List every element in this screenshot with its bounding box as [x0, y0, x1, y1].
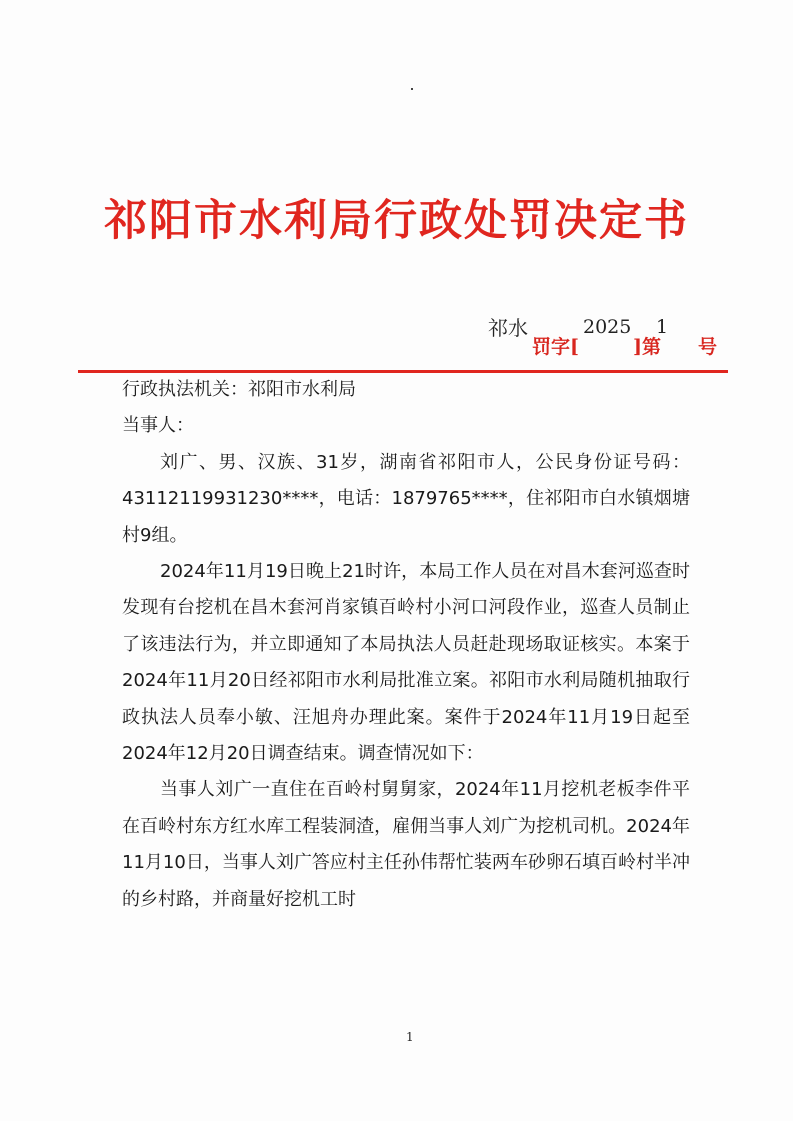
case-summary-paragraph: 2024年11月19日晚上21时许，本局工作人员在对昌木套河巡查时发现有台挖机在昌木套河肖家镇百岭村小河口河段作业，巡查人员制止了该违法行为，并立即通知了本局执法人员赶赴现场取证核实。本案于2024年11月20日经祁阳市水利局批准立案。祁阳市水利局随机抽取行政执法人员奉小敏、汪旭舟办理此案。案件于2024年11月19日起至2024年12月20日调查结束。调查情况如下： — [122, 561, 690, 765]
agency-line: 行政执法机关：祁阳市水利局 — [122, 379, 356, 400]
document-title: 祁阳市水利局行政处罚决定书 — [104, 196, 689, 246]
doc-number-value: 1 — [656, 316, 669, 338]
party-label: 当事人： — [122, 415, 194, 437]
doc-number-di: ]第 — [633, 336, 661, 358]
doc-number-prefix: 祁水 — [488, 316, 528, 340]
scan-speck — [411, 88, 413, 90]
doc-number-hao: 号 — [698, 336, 718, 358]
document-body — [122, 372, 690, 918]
document-number — [470, 312, 730, 360]
party-info-paragraph: 刘广、男、汉族、31岁，湖南省祁阳市人，公民身份证号码：43112119931230****，电话：1879765****，住祁阳市白水镇烟塘村9组。 — [122, 451, 690, 546]
doc-number-zi: 罚字[ — [532, 336, 579, 358]
doc-number-year: 2025 — [583, 316, 632, 338]
investigation-paragraph: 当事人刘广一直住在百岭村舅舅家，2024年11月挖机老板李件平在百岭村东方红水库工程装洞渣，雇佣当事人刘广为挖机司机。2024年11月10日，当事人刘广答应村主任孙伟帮忙装两车砂卵石填百岭村半冲的乡村路，并商量好挖机工时 — [122, 779, 690, 910]
page-number: 1 — [406, 1030, 414, 1044]
